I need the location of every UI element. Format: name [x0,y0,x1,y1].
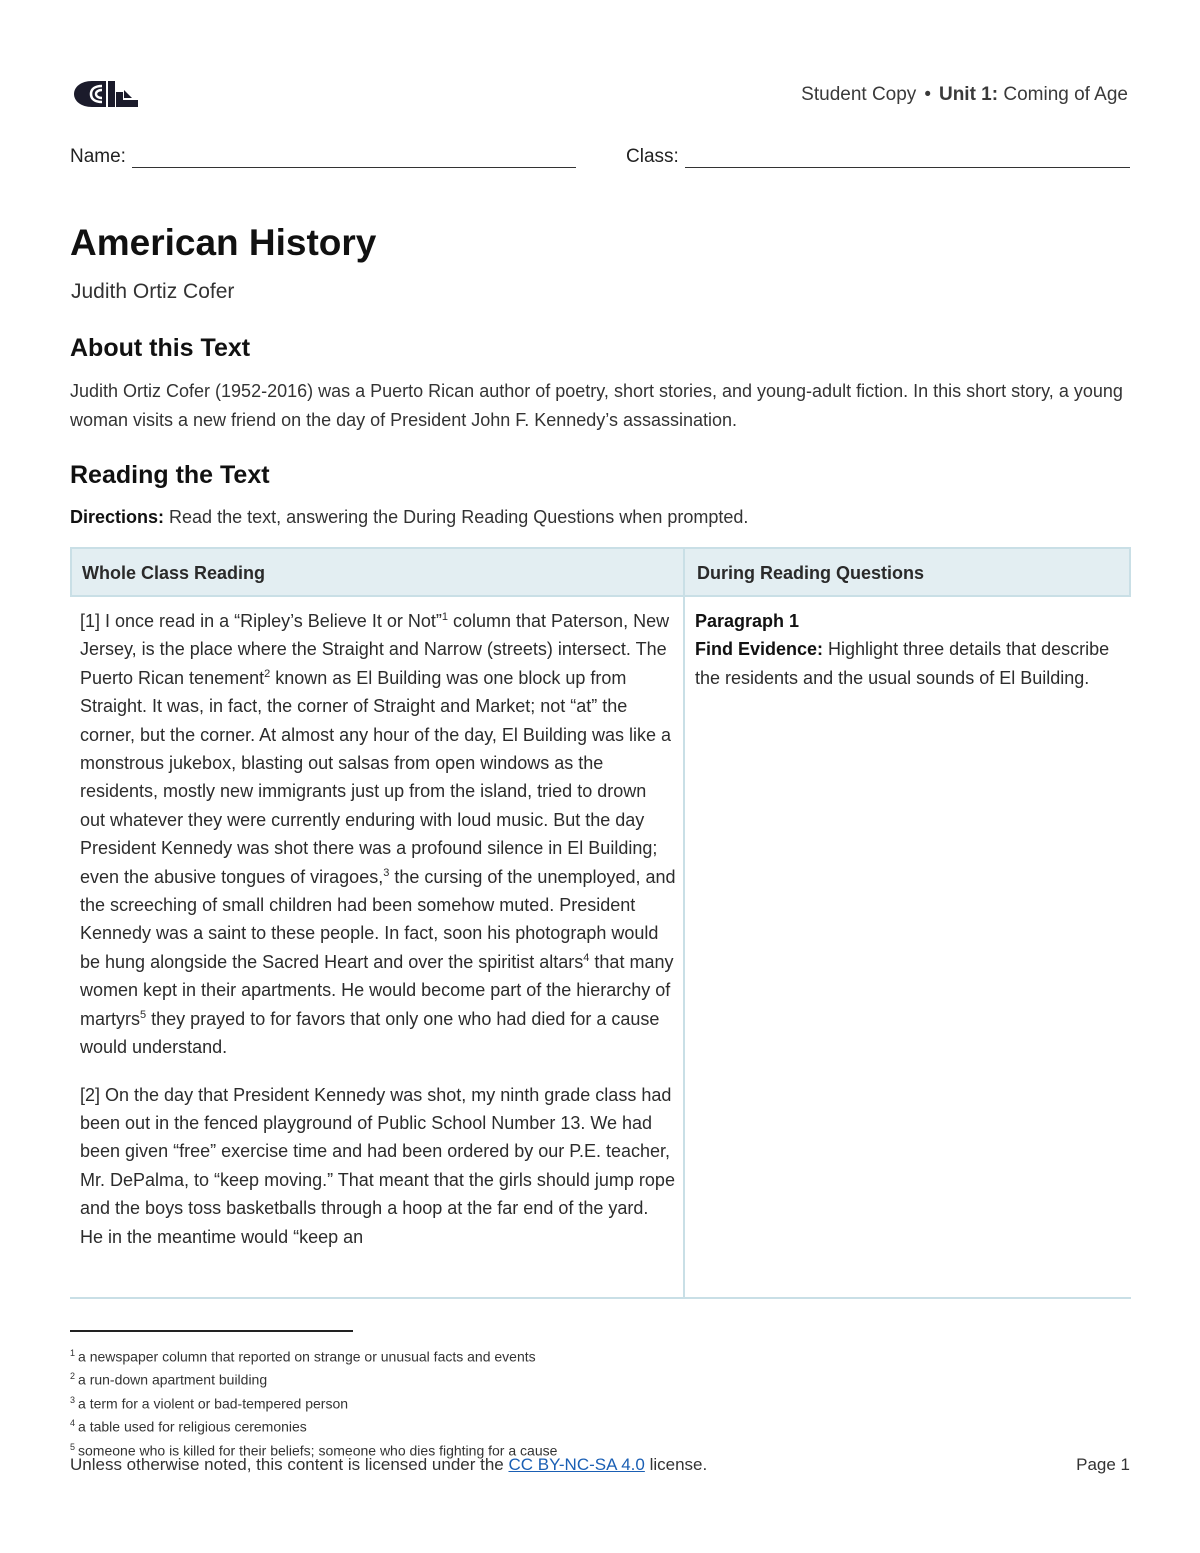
find-evidence-label: Find Evidence: [695,639,824,660]
footnote-ref-2: 2 [264,667,271,680]
directions-label: Directions: [70,507,165,527]
footnote-text: a run-down apartment building [78,1372,268,1389]
question-paragraph-label: Paragraph 1 [695,611,800,631]
directions-text: Read the text, answering the During Reading Questions when prompted. [164,507,749,527]
directions [70,507,748,528]
footnote-text: a table used for religious ceremonies [78,1419,307,1436]
footnote-number: 2 [70,1371,76,1382]
name-label: Name: [70,146,126,167]
unit-title: Coming of Age [1003,84,1128,105]
class-label: Class: [626,146,679,167]
footnote-number: 5 [70,1441,76,1452]
license-link[interactable]: CC BY-NC-SA 4.0 [508,1455,645,1474]
table-header-row [70,547,1131,597]
student-info-fields [70,145,1128,171]
footnote-ref-4: 4 [583,951,590,964]
find-evidence-question [695,635,1120,692]
footnote-item [70,1414,557,1437]
passage-paragraph-2: [2] On the day that President Kennedy was shot, my ninth grade class had been out in the fenced playground of Public School Number 13. We had been given “free” exercise time and had been ordered by our P.E. teacher, Mr. DePalma, to “keep moving.” That meant that the girls should jump rope and the boys toss basketballs through a hoop at the far end of the yard. He in the meantime would “keep an [80,1084,675,1247]
class-blank-line[interactable] [685,145,1130,168]
footnote-ref-1: 1 [441,611,448,623]
license-suffix: license. [644,1455,708,1474]
paragraph-1-text: they prayed to for favors that only one who had died for a cause would understand. [80,1008,660,1058]
footnote-item [70,1344,557,1367]
footnote-number: 3 [70,1394,76,1405]
class-field[interactable] [626,145,1130,168]
about-text: Judith Ortiz Cofer (1952-2016) was a Puerto Rican author of poetry, short stories, and young-adult fiction. In this short story, a young woman visits a new friend on the day of President John F. Kennedy’s assassination. [70,381,1123,430]
commonlit-logo-icon [72,78,140,110]
table-bottom-border [70,1297,1131,1299]
reading-heading: Reading the Text [70,461,270,489]
footnote-text: a term for a violent or bad-tempered person [78,1395,349,1412]
reading-passage [80,607,676,1270]
page-number: Page 1 [1076,1455,1130,1474]
header-meta [801,84,1128,106]
separator-dot: • [924,84,931,105]
paragraph-1-text: the cursing of the unemployed, and the screeching of small children had been somehow muted. President Kennedy was a saint to these people. In fact, soon his photograph would be hung alongside the Sacred Heart and over the spiritist altars [80,866,676,972]
footnote-item [70,1391,557,1414]
reading-table [70,547,1131,1299]
name-blank-line[interactable] [132,145,576,168]
student-copy-label: Student Copy [801,84,917,105]
footnote-item [70,1367,557,1390]
document-title: American History [70,222,377,263]
about-heading: About this Text [70,334,251,362]
footnote-ref-5: 5 [140,1008,147,1021]
license-notice [70,1455,707,1475]
license-prefix: Unless otherwise noted, this content is licensed under the [70,1455,509,1474]
passage-paragraph-1 [80,607,676,1062]
name-field[interactable] [70,145,576,168]
paragraph-1-text: that many women kept in their apartments. He would become part of the hierarchy of martyrs [80,951,674,1029]
paragraph-1-text: known as El Building was one block up from Straight. It was, in fact, the corner of Straight and Market; not “at” the corner, but the corner. At almost any hour of the day, El Building was like a monstrous jukebox, blasting out salsas from open windows as the residents, mostly new immigrants just up from the island, tried to drown out whatever they were currently enduring with loud music. But the day President Kennedy was shot there was a profound silence in El Building; even the abusive tongues of viragoes, [80,667,671,887]
footnote-divider [70,1330,353,1332]
column-divider [683,547,685,1299]
during-reading-question [695,607,1120,692]
col-header-whole-class-reading: Whole Class Reading [82,563,266,583]
footnote-number: 4 [70,1418,76,1429]
footnote-text: someone who is killed for their beliefs; someone who dies fighting for a cause [78,1442,558,1459]
footnote-number: 1 [70,1348,76,1358]
paragraph-1-text: column that Paterson, New Jersey, is the place where the Straight and Narrow (streets) intersect. The Puerto Rican tenement [80,611,670,688]
find-evidence-text: Highlight three details that describe the residents and the usual sounds of El Building. [695,639,1110,688]
paragraph-1-text: [1] I once read in a “Ripley’s Believe It or Not” [80,611,442,631]
document-author: Judith Ortiz Cofer [71,280,235,303]
col-header-during-reading-questions: During Reading Questions [697,563,925,583]
footnote-ref-3: 3 [383,866,390,879]
footnotes-list [70,1344,557,1461]
unit-label: Unit 1: [938,84,999,105]
footnote-text: a newspaper column that reported on strange or unusual facts and events [78,1348,536,1365]
